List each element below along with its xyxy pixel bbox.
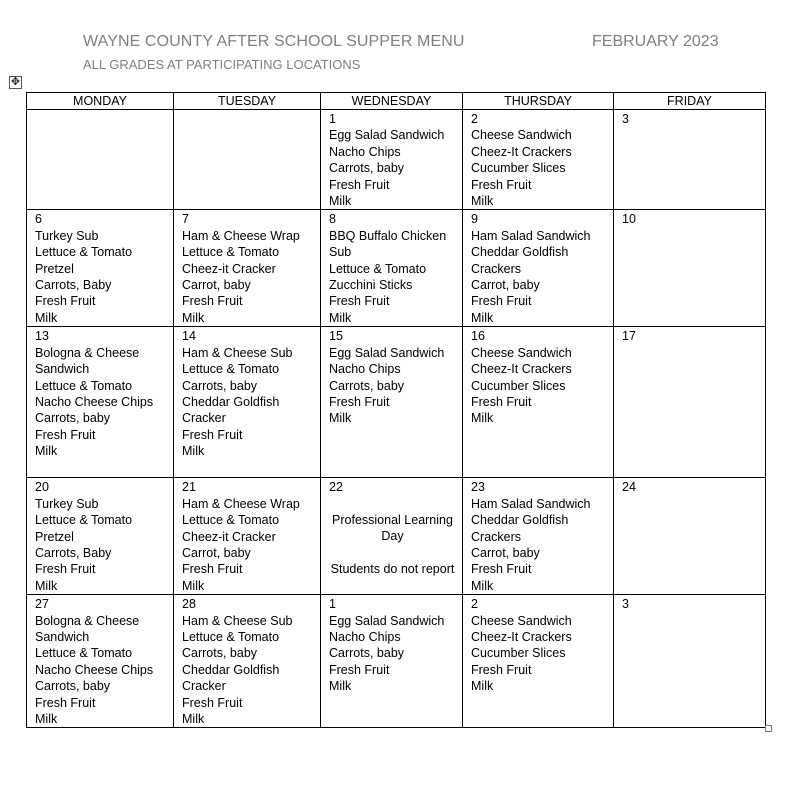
menu-item: Nacho Cheese Chips: [35, 662, 154, 677]
menu-item: Nacho Chips: [329, 629, 401, 644]
menu-item: Fresh Fruit: [35, 695, 96, 710]
day-header-row: [27, 93, 766, 110]
day-date: 7: [182, 212, 189, 227]
menu-item: Fresh Fruit: [35, 427, 96, 442]
menu-item: Milk: [329, 679, 352, 694]
menu-item: Fresh Fruit: [182, 427, 243, 442]
menu-item: Lettuce & Tomato: [182, 362, 280, 377]
menu-item: Milk: [182, 711, 205, 726]
menu-item: Cucumber Slices: [471, 646, 566, 661]
menu-item: Cucumber Slices: [471, 161, 566, 176]
day-cell[interactable]: [463, 478, 614, 595]
menu-item: Cheese Sandwich: [471, 128, 572, 143]
day-cell[interactable]: [321, 210, 463, 327]
menu-item: Milk: [35, 578, 58, 593]
menu-item: Lettuce & Tomato: [182, 629, 280, 644]
menu-item: Carrots, baby: [35, 679, 111, 694]
menu-item: Carrot, baby: [471, 545, 540, 560]
table-resize-handle[interactable]: [765, 725, 772, 732]
menu-item: Carrot, baby: [182, 545, 251, 560]
day-date: 17: [622, 329, 636, 344]
day-date: 1: [329, 112, 336, 126]
week-row: [27, 478, 766, 595]
menu-item: Ham & Cheese Wrap: [182, 496, 300, 511]
week-row: [27, 327, 766, 478]
menu-item: Ham Salad Sandwich: [471, 496, 591, 511]
menu-item: Cheez-It Crackers: [471, 629, 572, 644]
day-cell[interactable]: [174, 110, 321, 210]
menu-item: Milk: [471, 194, 494, 209]
week-row: [27, 210, 766, 327]
menu-item: Fresh Fruit: [182, 294, 243, 309]
menu-item: Turkey Sub: [35, 496, 99, 511]
menu-item: Milk: [471, 310, 494, 325]
menu-item: Fresh Fruit: [471, 562, 532, 577]
day-cell[interactable]: [27, 327, 174, 478]
day-cell[interactable]: [321, 478, 463, 595]
day-date: 2: [471, 112, 478, 126]
menu-item: Carrots, baby: [329, 646, 405, 661]
menu-item: Cheez-It Crackers: [471, 362, 572, 377]
menu-item: Fresh Fruit: [182, 562, 243, 577]
menu-item: Nacho Cheese Chips: [35, 394, 154, 409]
day-header-thursday: THURSDAY: [463, 93, 614, 110]
menu-item: Fresh Fruit: [471, 662, 532, 677]
day-date: 13: [35, 329, 49, 344]
menu-item: Lettuce & Tomato: [182, 245, 280, 260]
menu-item: Milk: [329, 411, 352, 426]
menu-item: Bologna & Cheese Sandwich: [35, 613, 140, 644]
menu-subtitle: ALL GRADES AT PARTICIPATING LOCATIONS: [83, 57, 361, 72]
menu-item: Carrots, Baby: [35, 278, 112, 293]
month-label: FEBRUARY 2023: [592, 33, 719, 50]
day-cell[interactable]: [463, 595, 614, 728]
day-cell[interactable]: [174, 478, 321, 595]
day-cell[interactable]: [321, 327, 463, 478]
menu-item: Fresh Fruit: [471, 394, 532, 409]
day-cell[interactable]: [614, 478, 766, 595]
menu-item: Milk: [182, 310, 205, 325]
day-cell[interactable]: [614, 210, 766, 327]
day-date: 15: [329, 329, 343, 344]
menu-item: Cheddar Goldfish Crackers: [471, 513, 569, 544]
menu-item: Fresh Fruit: [471, 177, 532, 192]
day-cell[interactable]: [614, 110, 766, 210]
menu-item: Milk: [471, 679, 494, 694]
menu-item: Cheez-It Crackers: [471, 144, 572, 159]
menu-item: Lettuce & Tomato: [35, 378, 133, 393]
day-date: 21: [182, 480, 196, 495]
day-header-wednesday: WEDNESDAY: [321, 93, 463, 110]
menu-item: Cheddar Goldfish Cracker: [182, 394, 280, 426]
day-cell[interactable]: [174, 327, 321, 478]
menu-item: Lettuce & Tomato: [182, 513, 280, 528]
menu-item: Milk: [182, 578, 205, 593]
menu-item: Milk: [35, 711, 58, 726]
day-cell[interactable]: [27, 110, 174, 210]
menu-item: Lettuce & Tomato: [35, 646, 133, 661]
day-cell[interactable]: [614, 595, 766, 728]
menu-item: Nacho Chips: [329, 362, 401, 377]
day-date: 3: [622, 597, 629, 612]
day-date: 2: [471, 597, 478, 612]
menu-item: Zucchini Sticks: [329, 278, 413, 293]
menu-item: Carrots, Baby: [35, 545, 112, 560]
day-header-tuesday: TUESDAY: [174, 93, 321, 110]
day-cell[interactable]: [463, 210, 614, 327]
menu-item: Cheddar Goldfish Crackers: [471, 245, 569, 276]
menu-item: Ham & Cheese Wrap: [182, 228, 300, 243]
menu-item: Ham & Cheese Sub: [182, 613, 293, 628]
day-cell[interactable]: [321, 595, 463, 728]
menu-item: Cheese Sandwich: [471, 613, 572, 628]
menu-table: [26, 92, 766, 728]
menu-item: Ham Salad Sandwich: [471, 228, 591, 243]
day-date: 16: [471, 329, 485, 344]
day-header-friday: FRIDAY: [614, 93, 766, 110]
menu-item: Egg Salad Sandwich: [329, 613, 445, 628]
day-header-monday: MONDAY: [27, 93, 174, 110]
menu-item: Carrots, baby: [329, 378, 405, 393]
menu-item: Lettuce & Tomato: [329, 261, 427, 276]
spacer: [329, 496, 456, 512]
menu-item: Milk: [35, 444, 58, 459]
holiday-note-students: Students do not report: [330, 562, 455, 577]
day-date: 1: [329, 597, 336, 612]
day-date: 8: [329, 212, 336, 227]
day-cell[interactable]: [174, 210, 321, 327]
menu-item: Milk: [471, 411, 494, 426]
menu-item: Carrot, baby: [182, 278, 251, 293]
day-date: 28: [182, 597, 196, 612]
week-row: [27, 595, 766, 728]
menu-item: Carrots, baby: [182, 646, 258, 661]
menu-item: Cheez-it Cracker: [182, 261, 276, 276]
menu-item: Cheese Sandwich: [471, 345, 572, 360]
day-date: 27: [35, 597, 49, 612]
day-date: 22: [329, 480, 343, 495]
day-cell[interactable]: [27, 210, 174, 327]
menu-item: Egg Salad Sandwich: [329, 345, 445, 360]
day-cell[interactable]: [463, 327, 614, 478]
week-row: [27, 110, 766, 210]
menu-item: Carrot, baby: [471, 278, 540, 293]
menu-item: Egg Salad Sandwich: [329, 128, 445, 143]
menu-item: Fresh Fruit: [182, 695, 243, 710]
menu-item: Bologna & Cheese Sandwich: [35, 345, 140, 377]
table-move-handle-icon[interactable]: ✥: [10, 76, 21, 88]
menu-item: Milk: [329, 194, 352, 209]
menu-item: Milk: [329, 310, 352, 325]
menu-item: Turkey Sub: [35, 228, 99, 243]
day-date: 6: [35, 212, 42, 227]
menu-title: WAYNE COUNTY AFTER SCHOOL SUPPER MENU: [83, 33, 465, 50]
day-cell[interactable]: [27, 595, 174, 728]
day-date: 10: [622, 212, 636, 227]
menu-item: Cheddar Goldfish Cracker: [182, 662, 280, 694]
menu-item: Fresh Fruit: [329, 177, 390, 192]
menu-item: Carrots, baby: [35, 411, 111, 426]
day-cell[interactable]: [463, 110, 614, 210]
menu-item: Pretzel: [35, 529, 74, 544]
menu-item: Cucumber Slices: [471, 378, 566, 393]
holiday-note: Professional Learning Day: [332, 513, 453, 544]
menu-item: Milk: [182, 444, 205, 459]
menu-item: Lettuce & Tomato: [35, 513, 133, 528]
menu-item: Carrots, baby: [182, 378, 258, 393]
day-date: 23: [471, 480, 485, 495]
spacer: [329, 545, 456, 561]
day-cell[interactable]: [174, 595, 321, 728]
menu-item: Lettuce & Tomato: [35, 245, 133, 260]
menu-item: Fresh Fruit: [329, 294, 390, 309]
day-date: 20: [35, 480, 49, 495]
menu-item: Fresh Fruit: [471, 294, 532, 309]
day-date: 14: [182, 329, 196, 344]
day-cell[interactable]: [614, 327, 766, 478]
menu-item: Milk: [471, 578, 494, 593]
menu-item: Carrots, baby: [329, 161, 405, 176]
day-cell[interactable]: [321, 110, 463, 210]
menu-item: Milk: [35, 310, 58, 325]
menu-item: Fresh Fruit: [35, 294, 96, 309]
menu-item: BBQ Buffalo Chicken Sub: [329, 228, 447, 260]
day-cell[interactable]: [27, 478, 174, 595]
menu-item: Fresh Fruit: [329, 394, 390, 409]
menu-item: Cheez-it Cracker: [182, 529, 276, 544]
day-date: 9: [471, 212, 478, 227]
menu-item: Pretzel: [35, 261, 74, 276]
menu-item: Nacho Chips: [329, 144, 401, 159]
menu-item: Ham & Cheese Sub: [182, 345, 293, 360]
menu-item: Fresh Fruit: [35, 562, 96, 577]
day-date: 3: [622, 112, 629, 126]
day-date: 24: [622, 480, 636, 495]
menu-item: Fresh Fruit: [329, 662, 390, 677]
